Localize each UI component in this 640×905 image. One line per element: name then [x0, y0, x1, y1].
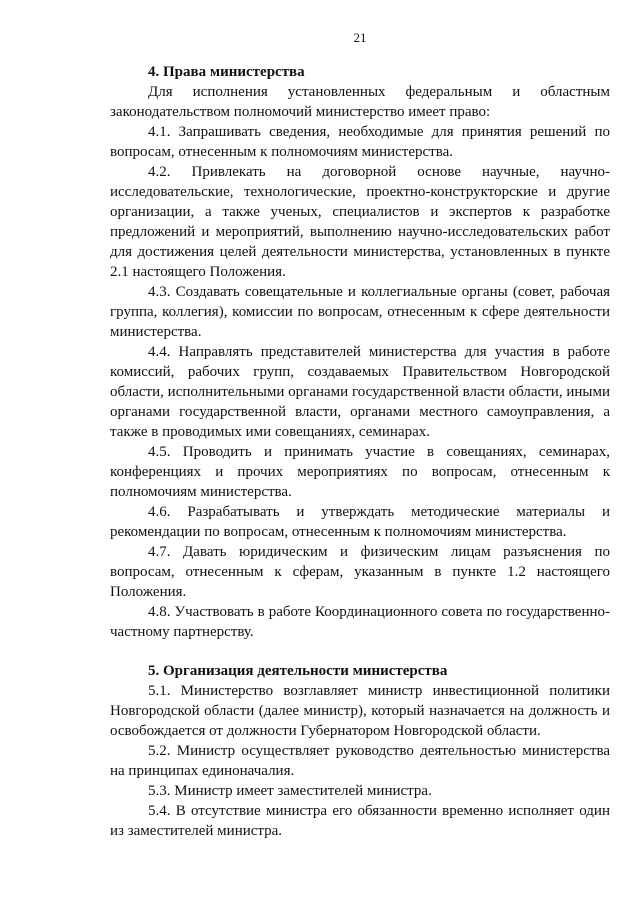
document-body [110, 62, 610, 841]
clause-4-2: 4.2. Привлекать на договорной основе научные, научно-исследовательские, технологические, проектно-конструкторские и другие организации, а также ученых, специалистов и экспертов к разработке предложений и мероприятий, выполнению научно-исследовательских работ для достижения целей деятельности министерства, установленных в пункте 2.1 настоящего Положения. [110, 164, 610, 280]
clause-4-5: 4.5. Проводить и принимать участие в совещаниях, семинарах, конференциях и прочих мероприятиях по вопросам, отнесенным к полномочиям министерства. [110, 444, 610, 500]
clause-4-6: 4.6. Разрабатывать и утверждать методические материалы и рекомендации по вопросам, отнесенным к полномочиям министерства. [110, 504, 610, 540]
page-number: 21 [353, 30, 367, 45]
clause-4-7: 4.7. Давать юридическим и физическим лицам разъяснения по вопросам, отнесенным к сферам, указанным в пункте 1.2 настоящего Положения. [110, 544, 610, 600]
clause-4-4: 4.4. Направлять представителей министерства для участия в работе комиссий, рабочих групп, создаваемых Правительством Новгородской области, исполнительными органами государственной власти области, иными органами государственной власти, органами местного самоуправления, а также в проводимых ими совещаниях, семинарах. [110, 344, 610, 440]
clause-4-1: 4.1. Запрашивать сведения, необходимые для принятия решений по вопросам, отнесенным к полномочиям министерства. [110, 124, 610, 160]
section-4-heading: 4. Права министерства [148, 64, 305, 80]
section-spacer [110, 642, 610, 661]
section-5-heading: 5. Организация деятельности министерства [148, 663, 448, 679]
clause-5-2: 5.2. Министр осуществляет руководство деятельностью министерства на принципах единоначалия. [110, 743, 610, 779]
clause-5-3: 5.3. Министр имеет заместителей министра. [148, 783, 432, 799]
clause-5-4: 5.4. В отсутствие министра его обязанности временно исполняет один из заместителей министра. [110, 803, 610, 839]
document-page [110, 0, 610, 905]
section-4-intro: Для исполнения установленных федеральным и областным законодательством полномочий министерство имеет право: [110, 84, 610, 120]
clause-4-3: 4.3. Создавать совещательные и коллегиальные органы (совет, рабочая группа, коллегия), комиссии по вопросам, отнесенным к сфере деятельности министерства. [110, 284, 610, 340]
clause-4-8: 4.8. Участвовать в работе Координационного совета по государственно-частному партнерству. [110, 604, 610, 640]
clause-5-1: 5.1. Министерство возглавляет министр инвестиционной политики Новгородской области (далее министр), который назначается на должность и освобождается от должности Губернатором Новгородской области. [110, 683, 610, 739]
